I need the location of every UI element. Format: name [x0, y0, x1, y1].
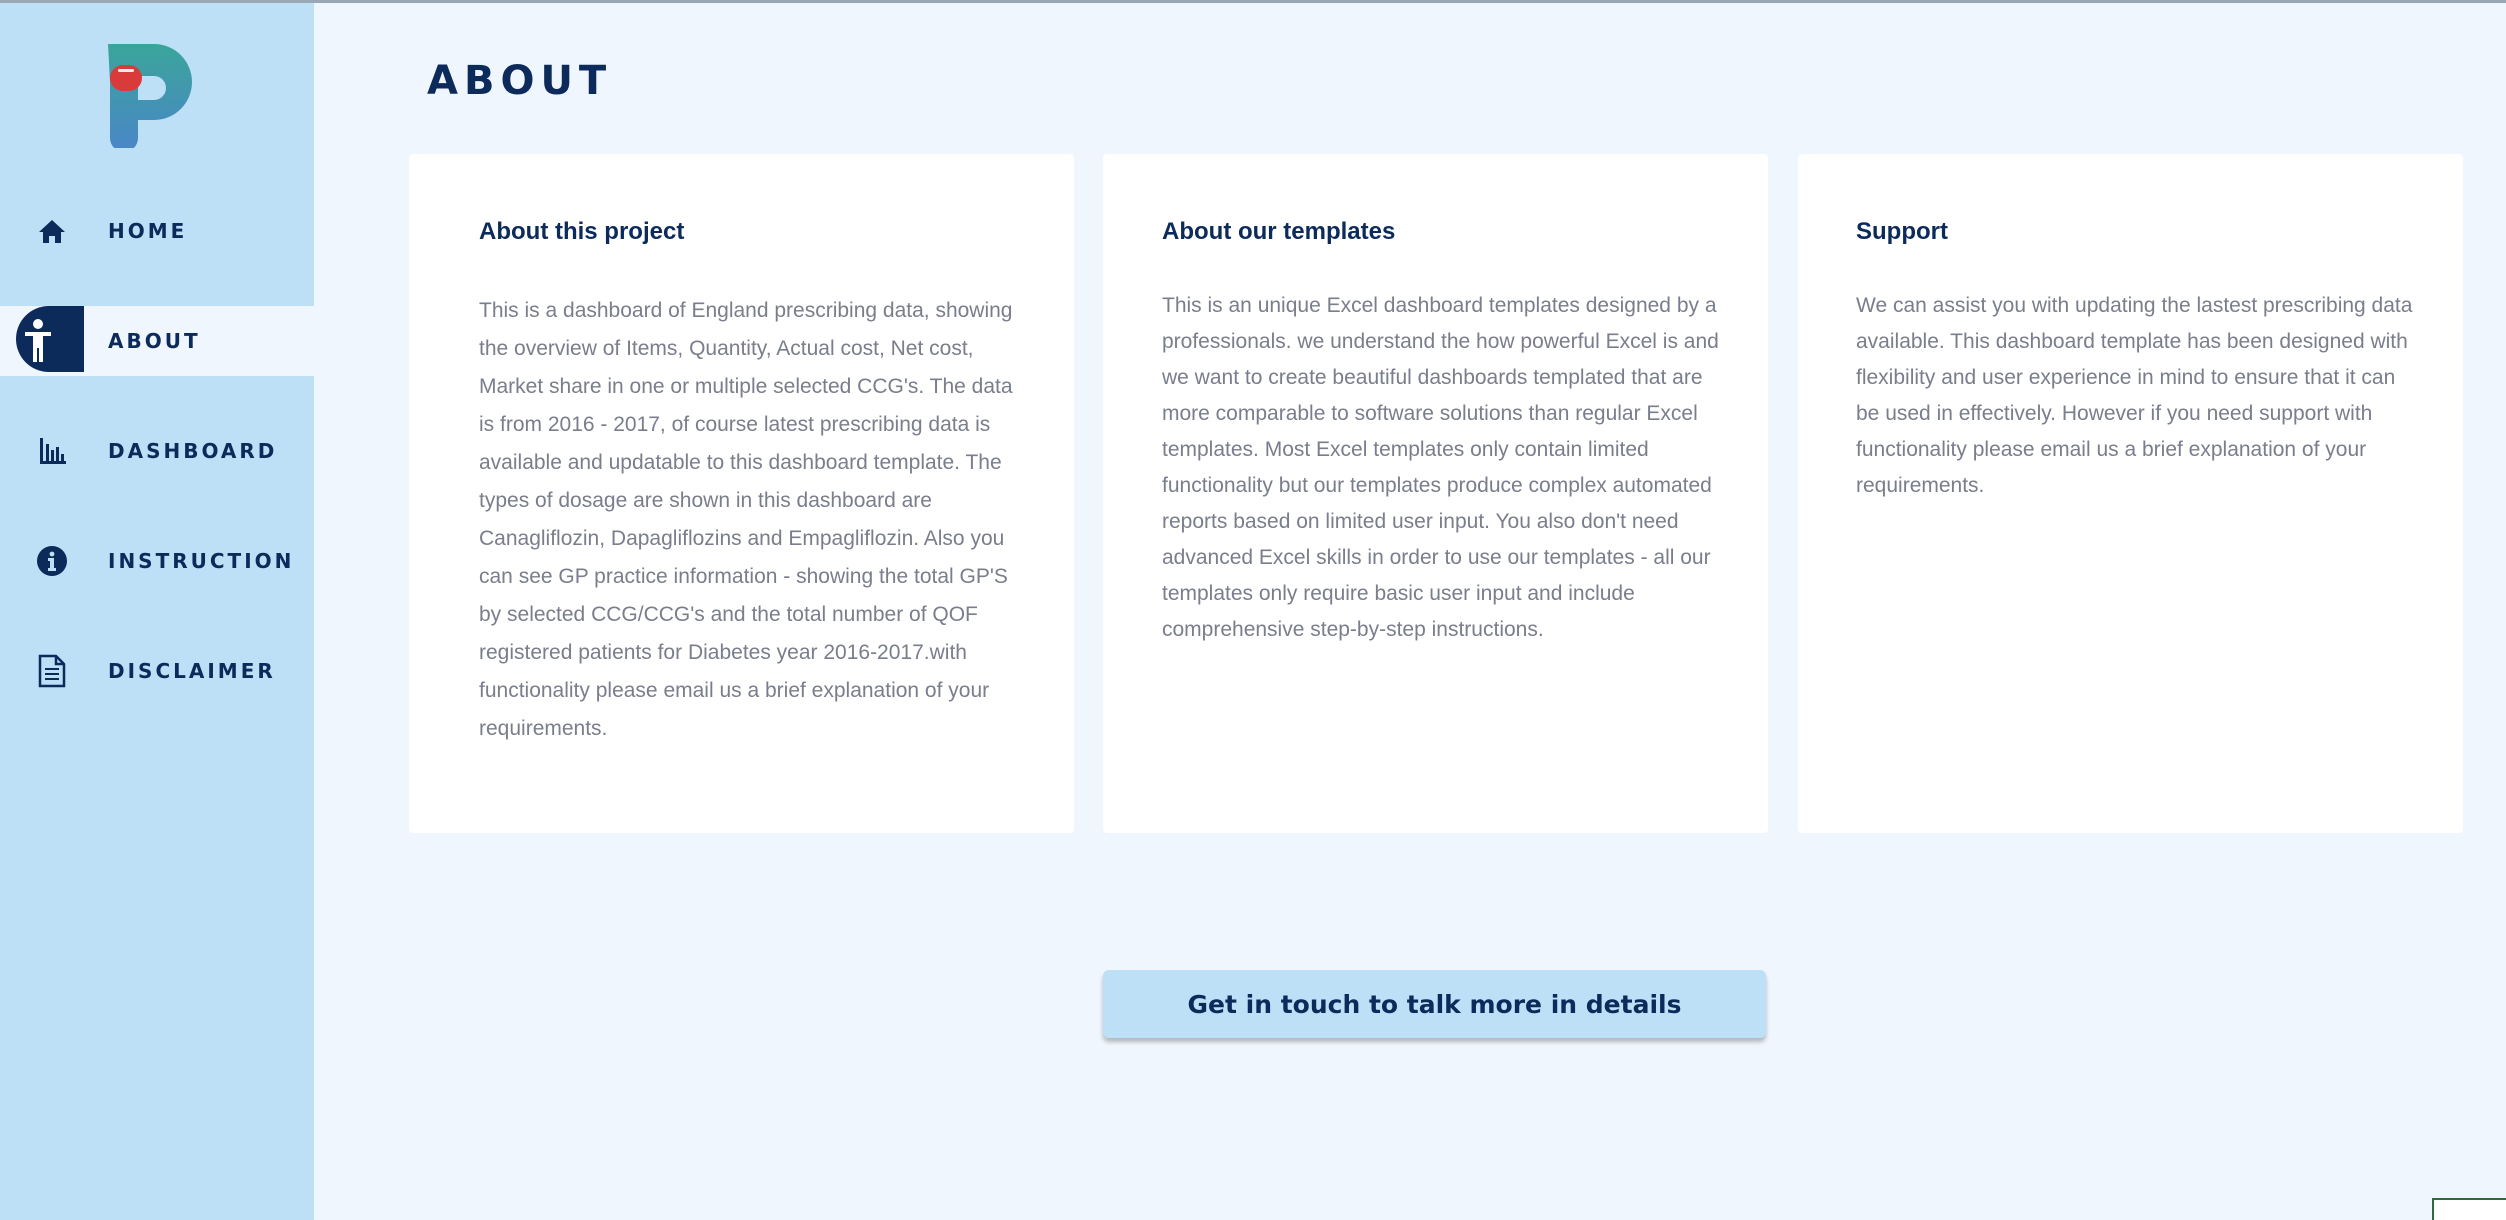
card-body: We can assist you with updating the lastest prescribing data available. This dashboard template has been designed with flexibility and user experience in mind to ensure that it can be used in effectively. However if you need support with functionality please email us a brief explanation of your requirements. [1856, 294, 2413, 497]
card-title: About this project [479, 218, 685, 245]
logo-icon [104, 36, 198, 148]
sidebar-item-label: DASHBOARD [108, 439, 278, 463]
document-icon [34, 653, 70, 689]
sidebar-item-label: INSTRUCTION [108, 549, 295, 573]
get-in-touch-button[interactable]: Get in touch to talk more in details [1103, 970, 1766, 1038]
sidebar-item-label: DISCLAIMER [108, 659, 276, 683]
sidebar [0, 0, 314, 1220]
sidebar-item-about[interactable] [0, 306, 314, 376]
bar-chart-icon [34, 433, 70, 469]
card-body: This is a dashboard of England prescribing data, showing the overview of Items, Quantity, Actual cost, Net cost, Market share in one or multiple selected CCG's. The data is from 2016 - 2017, of course latest prescribing data is available and updatable to this dashboard template. The types of dosage are shown in this dashboard are Canagliflozin, Dapagliflozins and Empagliflozin. Also you can see GP practice information - showing the total GP'S by selected CCG/CCG's and the total number of QOF registered patients for Diabetes year 2016-2017.with functionality please email us a brief explanation of your requirements. [479, 299, 1013, 740]
sidebar-item-label: HOME [108, 219, 188, 243]
page-title: ABOUT [427, 58, 613, 104]
person-icon [20, 323, 56, 359]
sidebar-item-home[interactable] [0, 196, 314, 266]
sidebar-item-dashboard[interactable] [0, 416, 314, 486]
sidebar-item-label: ABOUT [108, 329, 201, 353]
home-icon [34, 213, 70, 249]
window-top-border [0, 0, 2506, 3]
info-icon [34, 543, 70, 579]
cell-selection-corner [2432, 1198, 2506, 1220]
sidebar-item-instruction[interactable] [0, 526, 314, 596]
card-title: Support [1856, 218, 1948, 245]
card-about-project [409, 154, 1074, 833]
card-about-templates [1103, 154, 1768, 833]
card-title: About our templates [1162, 218, 1396, 245]
card-support [1798, 154, 2463, 833]
card-body: This is an unique Excel dashboard templates designed by a professionals. we understand the how powerful Excel is and we want to create beautiful dashboards templated that are more comparable to software solutions than regular Excel templates. Most Excel templates only contain limited functionality but our templates produce complex automated reports based on limited user input. You also don't need advanced Excel skills in order to use our templates - all our templates only require basic user input and include comprehensive step-by-step instructions. [1162, 294, 1719, 641]
sidebar-item-disclaimer[interactable] [0, 636, 314, 706]
